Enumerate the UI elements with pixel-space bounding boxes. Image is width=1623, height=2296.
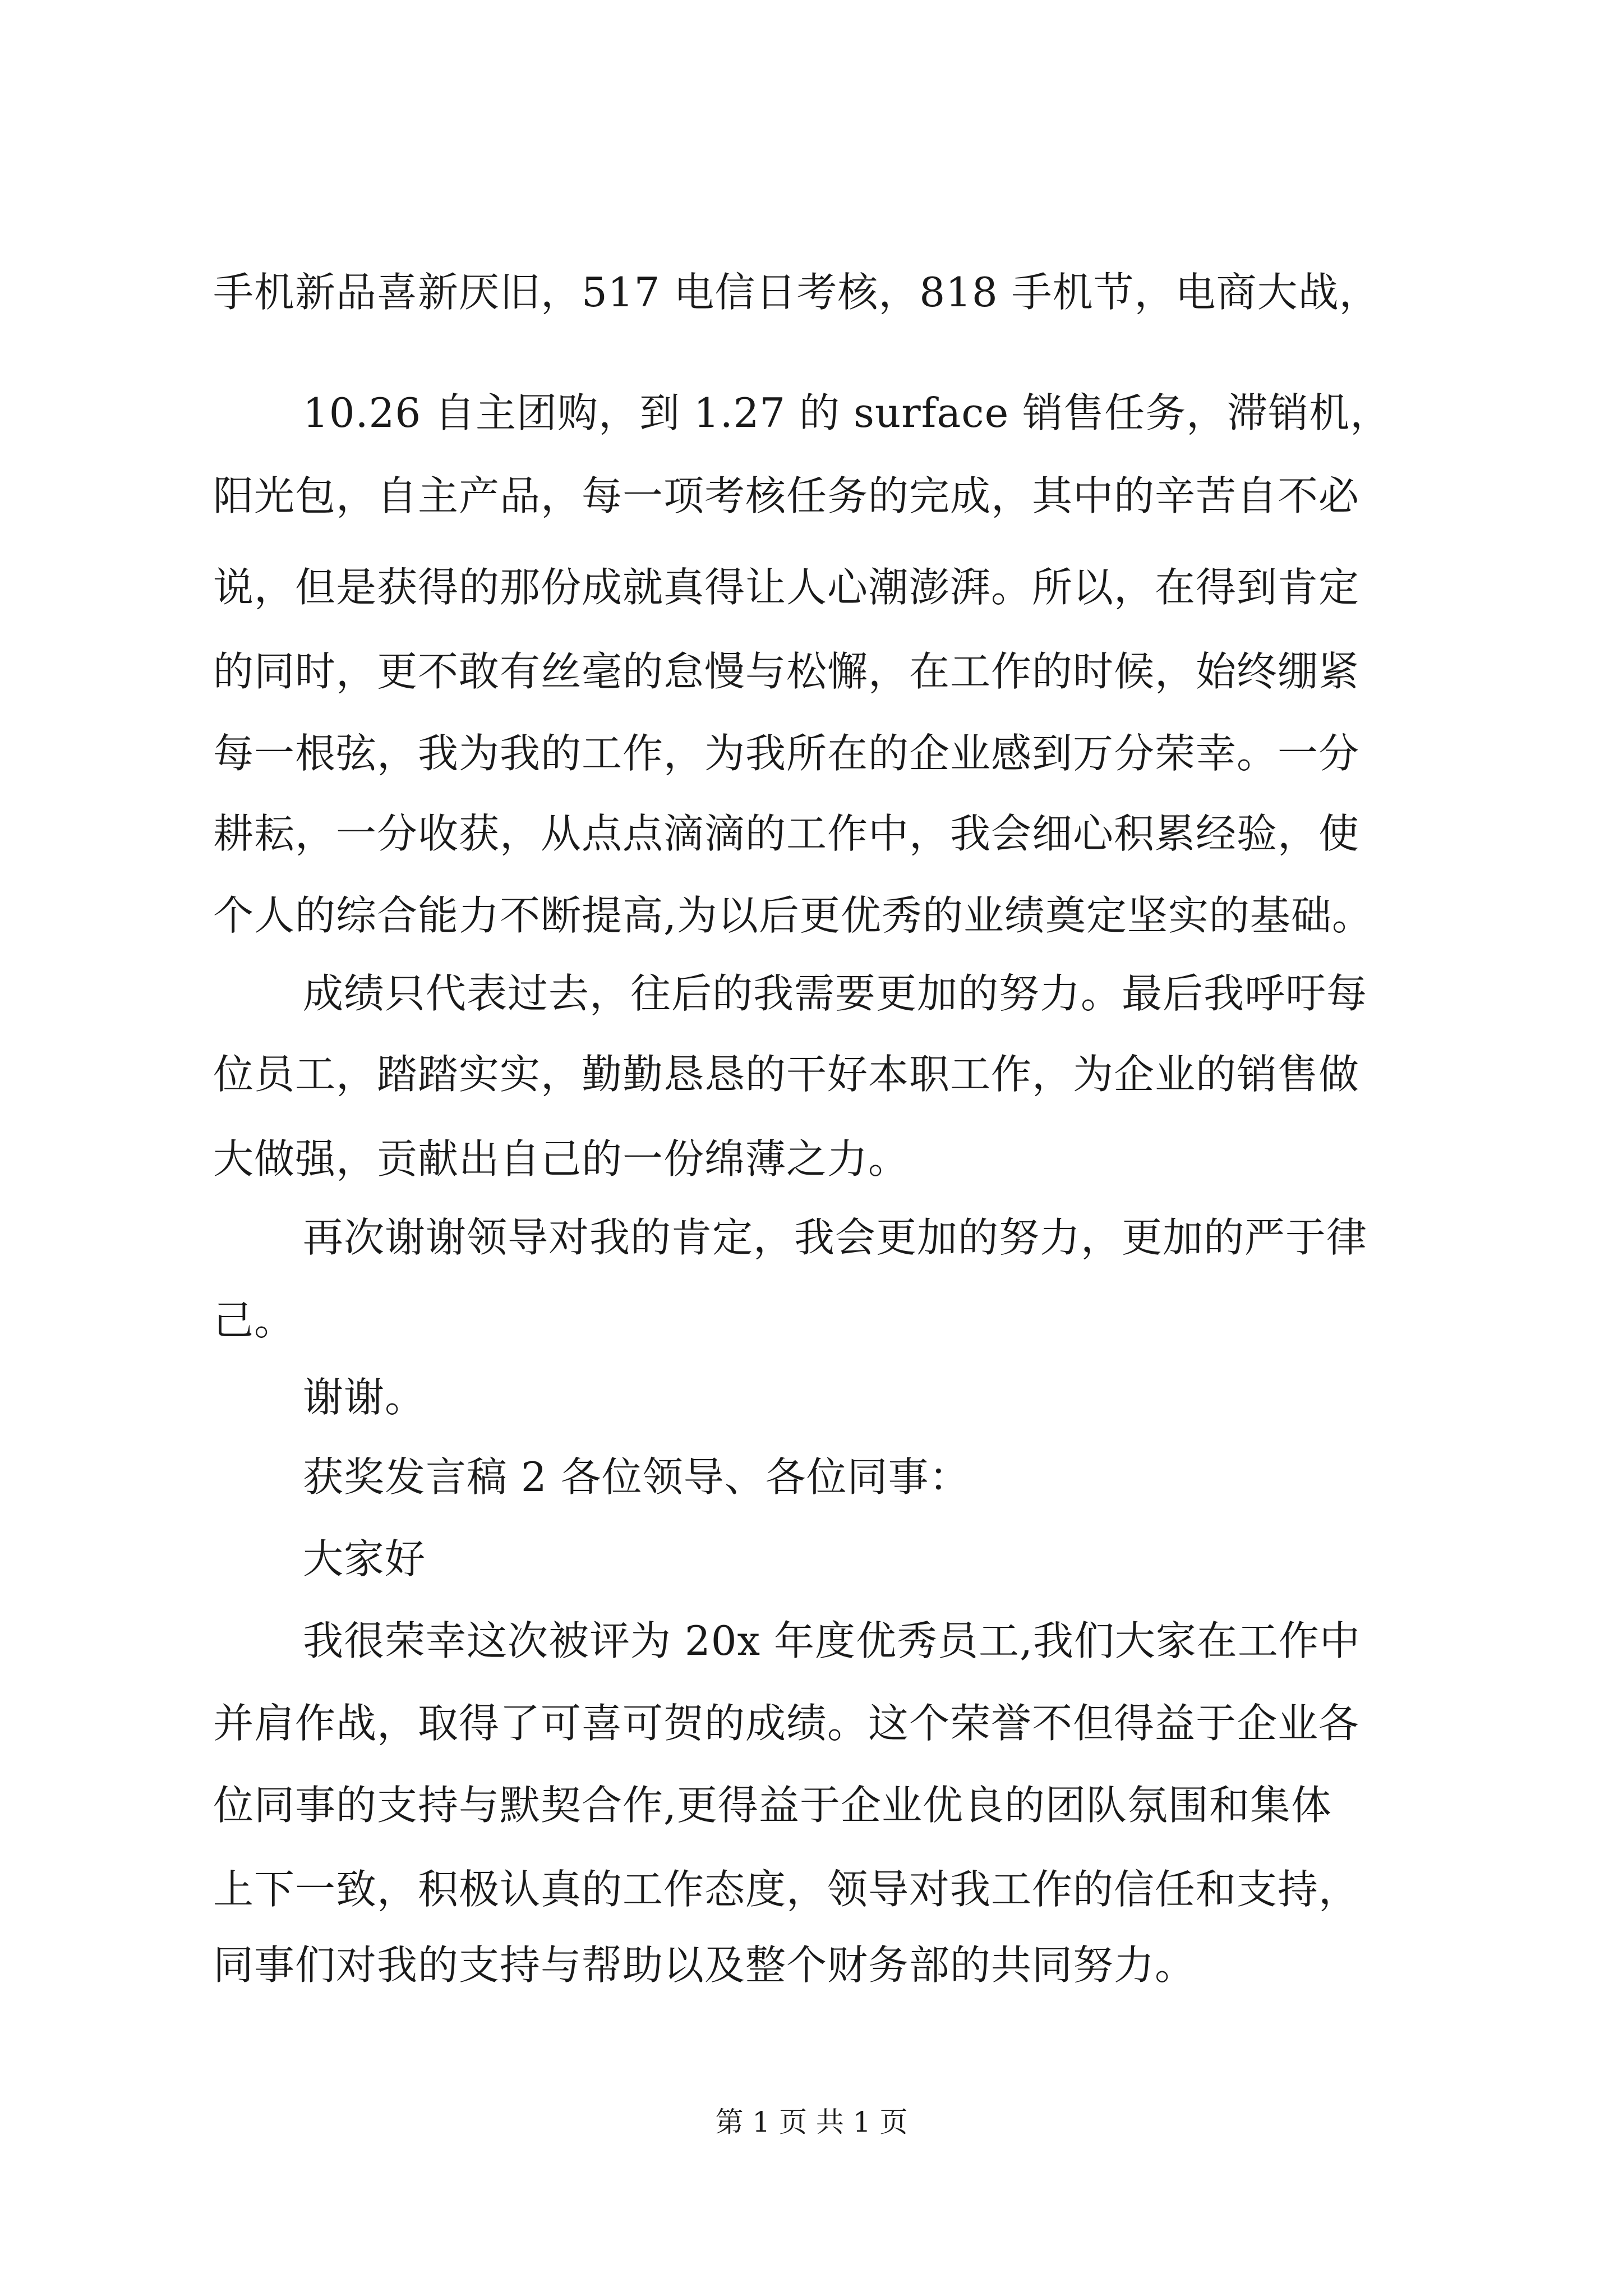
text-line-5: 的同时，更不敢有丝毫的怠慢与松懈，在工作的时候，始终绷紧 [213,648,1360,695]
text-line-19: 位同事的支持与默契合作,更得益于企业优良的团队氛围和集体 [213,1782,1332,1829]
text-line-13: 己。 [213,1297,296,1344]
text-line-12: 再次谢谢领导对我的肯定，我会更加的努力，更加的严于律 [303,1214,1368,1261]
text-line-4: 说，但是获得的那份成就真得让人心潮澎湃。所以，在得到肯定 [213,564,1360,611]
page-footer: 第 1 页 共 1 页 [715,2106,908,2138]
text-line-9: 成绩只代表过去，往后的我需要更加的努力。最后我呼吁每 [303,970,1368,1017]
text-line-18: 并肩作战，取得了可喜可贺的成绩。这个荣誉不但得益于企业各 [213,1700,1360,1747]
text-line-8: 个人的综合能力不断提高,为以后更优秀的业绩奠定坚实的基础。 [213,892,1373,939]
text-line-16: 大家好 [303,1535,426,1582]
text-line-2: 10.26 自主团购，到 1.27 的 surface 销售任务，滞销机， [303,389,1391,436]
text-line-17: 我很荣幸这次被评为 20x 年度优秀员工,我们大家在工作中 [303,1617,1361,1664]
text-line-20: 上下一致，积极认真的工作态度，领导对我工作的信任和支持， [213,1866,1360,1913]
text-line-14: 谢谢。 [303,1374,426,1421]
text-line-6: 每一根弦，我为我的工作，为我所在的企业感到万分荣幸。一分 [213,730,1360,777]
text-line-7: 耕耘，一分收获，从点点滴滴的工作中，我会细心积累经验，使 [213,810,1360,857]
text-line-11: 大做强，贡献出自己的一份绵薄之力。 [213,1135,910,1182]
text-line-10: 位员工，踏踏实实，勤勤恳恳的干好本职工作，为企业的销售做 [213,1051,1360,1098]
text-line-1: 手机新品喜新厌旧，517 电信日考核，818 手机节，电商大战， [213,269,1380,316]
text-line-21: 同事们对我的支持与帮助以及整个财务部的共同努力。 [213,1941,1196,1989]
text-line-15: 获奖发言稿 2 各位领导、各位同事： [303,1453,970,1501]
text-line-3: 阳光包，自主产品，每一项考核任务的完成，其中的辛苦自不必 [213,472,1360,519]
